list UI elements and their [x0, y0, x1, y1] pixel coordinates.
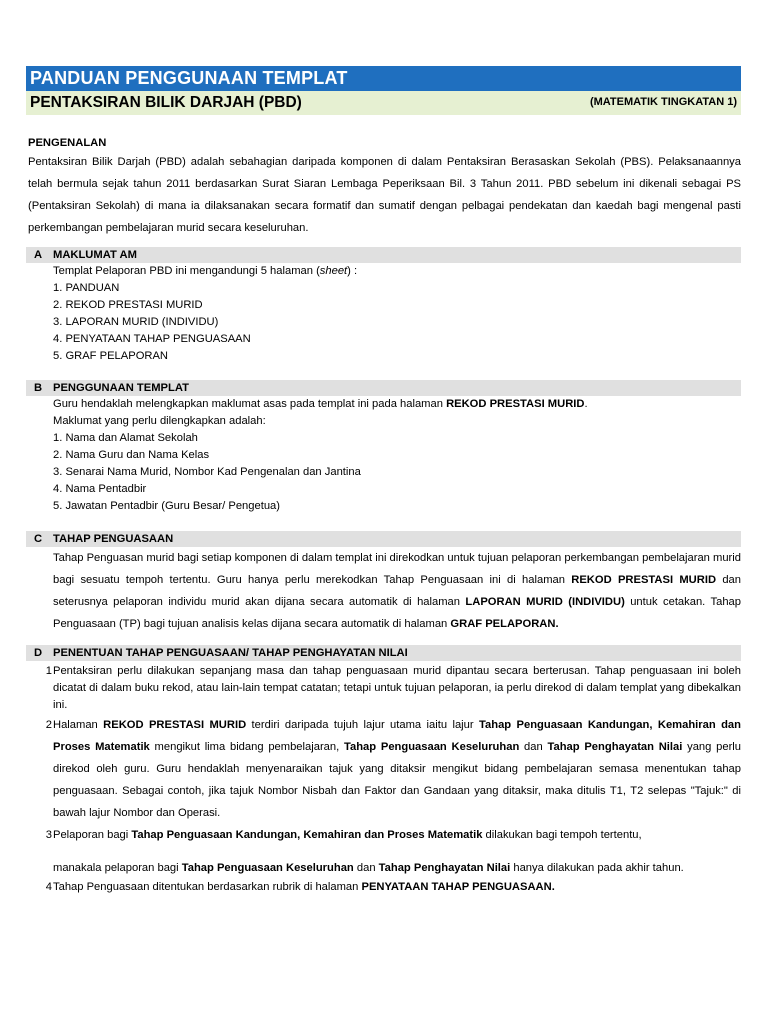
- body-text: mengikut lima bidang pembelajaran,: [149, 741, 344, 754]
- item-number-spacer: [26, 860, 53, 877]
- section-d-item-1: [26, 663, 741, 714]
- body-bold: PENYATAAN TAHAP PENGUASAAN.: [361, 881, 555, 894]
- body-bold: GRAF PELAPORAN.: [450, 618, 559, 631]
- title-bar: [26, 66, 741, 91]
- section-a-lead: [53, 263, 741, 280]
- section-title: PENENTUAN TAHAP PENGUASAAN/ TAHAP PENGHAYATAN NILAI: [53, 647, 408, 660]
- body-bold: REKOD PRESTASI MURID: [571, 574, 717, 587]
- body-bold: Tahap Penguasaan Keseluruhan: [343, 741, 520, 754]
- lead-text-end: ) :: [347, 265, 358, 278]
- section-letter: A: [34, 249, 43, 262]
- body-text: manakala pelaporan bagi: [53, 862, 182, 875]
- list-item: 2. Nama Guru dan Nama Kelas: [53, 449, 210, 462]
- intro-heading: PENGENALAN: [28, 137, 107, 149]
- body-bold: Tahap Penghayatan Nilai: [547, 741, 683, 754]
- section-letter: D: [34, 647, 43, 660]
- level-label: (MATEMATIK TINGKATAN 1): [589, 96, 737, 109]
- list-item: 4. Nama Pentadbir: [53, 483, 147, 496]
- body-text: yang perlu direkod oleh guru. Guru hendaklah menyenaraikan tajuk yang ditaksir mengikut bidang pembelajaran semasa menentukan tahap penguasaan. Sebagai contoh, jika tajuk Nombor Nisbah dan Faktor dan Gandaan yang ditaksir, maka ditulis T1, T2 selepas "Tajuk:" di bawah lajur Nombor dan Operasi.: [53, 741, 742, 820]
- item-number: 2: [45, 719, 52, 732]
- section-d-item-4: [26, 879, 741, 896]
- item-number: 1: [45, 665, 52, 678]
- body-bold: Tahap Penguasaan Keseluruhan: [181, 862, 354, 875]
- body-text: Guru hendaklah melengkapkan maklumat asas pada templat ini pada halaman: [53, 398, 447, 411]
- list-item: 1. Nama dan Alamat Sekolah: [53, 432, 198, 445]
- body-text: Halaman: [53, 719, 104, 732]
- section-d-heading: [26, 645, 741, 661]
- list-item: 2. REKOD PRESTASI MURID: [53, 299, 203, 312]
- section-d-item-3: [26, 824, 741, 846]
- section-b-line1: [53, 396, 741, 413]
- section-d: [26, 645, 741, 896]
- section-c-body: [26, 547, 741, 635]
- body-text: dan: [519, 741, 548, 754]
- item-number: 3: [45, 829, 52, 842]
- section-title: PENGGUNAAN TEMPLAT: [53, 382, 189, 395]
- section-b-heading: [26, 380, 741, 396]
- lead-text: Templat Pelaporan PBD ini mengandungi 5 halaman (: [53, 265, 320, 278]
- body-text: Pelaporan bagi: [53, 829, 132, 842]
- section-d-item-2: [26, 714, 741, 824]
- lead-emphasis: sheet: [319, 265, 348, 278]
- body-bold: REKOD PRESTASI MURID: [103, 719, 247, 732]
- list-item: 1. PANDUAN: [53, 282, 120, 295]
- section-a: [26, 247, 741, 365]
- body-text: Tahap Penguasan murid bagi setiap komponen di dalam templat ini direkodkan untuk tujuan pelaporan perkembangan pembelajaran murid bagi sesuatu tempoh tertentu. Guru hanya perlu merekodkan Tahap Penguasaan ini di halaman: [53, 552, 741, 587]
- section-c-heading: [26, 531, 741, 547]
- list-item: 3. Senarai Nama Murid, Nombor Kad Pengenalan dan Jantina: [53, 466, 361, 479]
- body-bold: LAPORAN MURID (INDIVIDU): [465, 596, 625, 609]
- section-title: MAKLUMAT AM: [53, 249, 137, 262]
- body-text: dan seterusnya pelaporan individu murid akan dijana secara automatik di halaman: [53, 574, 741, 609]
- item-text: [53, 879, 741, 896]
- item-number: 4: [45, 881, 52, 894]
- item-text: [53, 714, 741, 824]
- body-bold: Tahap Penguasaan Kandungan, Kemahiran dan Proses Matematik: [131, 829, 483, 842]
- body-bold: Tahap Penghayatan Nilai: [378, 862, 511, 875]
- section-title: TAHAP PENGUASAAN: [53, 533, 174, 546]
- section-c: [26, 531, 741, 635]
- body-text: dan: [353, 862, 379, 875]
- list-item: 3. LAPORAN MURID (INDIVIDU): [53, 316, 219, 329]
- list-item: 5. Jawatan Pentadbir (Guru Besar/ Pengetua): [53, 500, 280, 513]
- item-text: [53, 824, 741, 846]
- body-text: terdiri daripada tujuh lajur utama iaitu lajur: [246, 719, 480, 732]
- item-text: Pentaksiran perlu dilakukan sepanjang masa dan tahap penguasaan murid dipantau secara berterusan. Tahap penguasaan ini boleh dicatat di dalam buku rekod, atau lain-lain tempat catatan; tetapi untuk tujuan pelaporan, ia perlu direkod di dalam templat yang dibekalkan ini.: [53, 665, 741, 712]
- section-letter: C: [34, 533, 43, 546]
- list-item: 5. GRAF PELAPORAN: [53, 350, 169, 363]
- intro-text: Pentaksiran Bilik Darjah (PBD) adalah sebahagian daripada komponen di dalam Pentaksiran Berasaskan Sekolah (PBS). Pelaksanaannya telah bermula sejak tahun 2011 berdasarkan Surat Siaran Lembaga Peperiksaan Bil. 3 Tahun 2011. PBD sebelum ini dikenali sebagai PS (Pentaksiran Sekolah) di mana ia dilaksanakan secara formatif dan sumatif dengan pelbagai pendekatan dan kaedah bagi mengenal pasti perkembangan pembelajaran murid secara keseluruhan.: [28, 156, 741, 235]
- section-a-heading: [26, 247, 741, 263]
- body-text: hanya dilakukan pada akhir tahun.: [510, 862, 684, 875]
- item-text: [53, 860, 741, 877]
- body-text: .: [584, 398, 588, 411]
- body-bold: Tahap Penguasaan Kandungan, Kemahiran dan Proses Matematik: [53, 719, 741, 754]
- page-title: PANDUAN PENGGUNAAN TEMPLAT: [30, 68, 348, 89]
- section-b-body: [26, 396, 741, 515]
- section-letter: B: [34, 382, 43, 395]
- body-text: untuk cetakan. Tahap Penguasaan (TP) bagi tujuan analisis kelas dijana secara automatik di halaman: [53, 596, 741, 631]
- body-text: dilakukan bagi tempoh tertentu,: [482, 829, 642, 842]
- section-b: [26, 380, 741, 515]
- list-item: 4. PENYATAAN TAHAP PENGUASAAN: [53, 333, 251, 346]
- section-d-item-3-cont: [26, 860, 741, 877]
- subtitle-bar: [26, 91, 741, 115]
- body-bold: REKOD PRESTASI MURID: [446, 398, 585, 411]
- section-a-body: [26, 263, 741, 365]
- body-text: Tahap Penguasaan ditentukan berdasarkan rubrik di halaman: [53, 881, 362, 894]
- section-b-line2: Maklumat yang perlu dilengkapkan adalah:: [53, 415, 266, 428]
- page-subtitle: PENTAKSIRAN BILIK DARJAH (PBD): [30, 93, 302, 111]
